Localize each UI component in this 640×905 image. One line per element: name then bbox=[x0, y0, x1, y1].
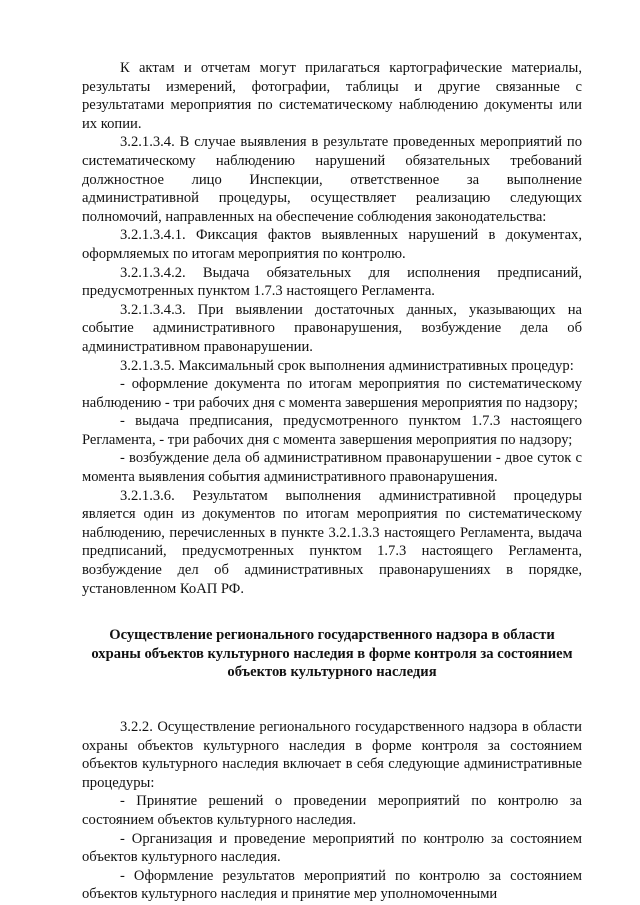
section-heading-line: охраны объектов культурного наследия в форме контроля за состоянием bbox=[91, 645, 573, 662]
list-item-results: - Оформление результатов мероприятий по контролю за состоянием объектов культурного наследия и принятие мер уполномоченными bbox=[82, 867, 582, 903]
list-item-decisions: - Принятие решений о проведении мероприятий по контролю за состоянием объектов культурного наследия. bbox=[82, 793, 582, 828]
paragraph-3-2-1-3-4-3: 3.2.1.3.4.3. При выявлении достаточных данных, указывающих на событие административного правонарушения, возбуждение дела об административном правонарушении. bbox=[82, 301, 582, 355]
paragraph-3-2-1-3-4: 3.2.1.3.4. В случае выявления в результате проведенных мероприятий по систематическому наблюдению нарушений обязательных требований должностное лицо Инспекции, ответственное за выполнение административной процедуры, осуществляет реализацию следующих полномочий, направленных на обеспечение соблюдения законодательства: bbox=[82, 134, 582, 225]
section-heading-line: объектов культурного наследия bbox=[227, 664, 437, 681]
document-body bbox=[82, 59, 582, 904]
list-item-deadline-case: - возбуждение дела об административном правонарушении - двое суток с момента выявления события административного правонарушения. bbox=[82, 450, 582, 486]
list-item-organization: - Организация и проведение мероприятий по контролю за состоянием объектов культурного наследия. bbox=[82, 830, 582, 866]
list-item-deadline-order: - выдача предписания, предусмотренного пунктом 1.7.3 настоящего Регламента, - три рабочих дня с момента завершения мероприятия по надзору; bbox=[82, 413, 582, 448]
section-heading-line: Осуществление регионального государственного надзора в области bbox=[109, 627, 555, 644]
paragraph-attachments: К актам и отчетам могут прилагаться картографические материалы, результаты измерений, фотографии, таблицы и другие связанные с результатами мероприятия по систематическому наблюдению документы или их копии. bbox=[82, 60, 582, 132]
paragraph-3-2-1-3-4-2: 3.2.1.3.4.2. Выдача обязательных для исполнения предписаний, предусмотренных пунктом 1.7.3 настоящего Регламента. bbox=[82, 264, 582, 300]
paragraph-3-2-2: 3.2.2. Осуществление регионального государственного надзора в области охраны объектов культурного наследия в форме контроля за состоянием объектов культурного наследия включает в себя следующие административные процедуры: bbox=[82, 719, 582, 791]
paragraph-3-2-1-3-4-1: 3.2.1.3.4.1. Фиксация фактов выявленных нарушений в документах, оформляемых по итогам мероприятия по контролю. bbox=[82, 227, 582, 262]
paragraph-3-2-1-3-6: 3.2.1.3.6. Результатом выполнения административной процедуры является один из документов по итогам мероприятия по систематическому наблюдению, перечисленных в пункте 3.2.1.3.3 настоящего Регламента, выдача предписаний, предусмотренных пунктом 1.7.3 настоящего Регламента, возбуждение дел об административных правонарушениях в порядке, установленном КоАП РФ. bbox=[82, 487, 582, 597]
list-item-deadline-document: - оформление документа по итогам мероприятия по систематическому наблюдению - три рабочих дня с момента завершения мероприятия по надзору; bbox=[82, 376, 582, 411]
section-heading bbox=[82, 626, 582, 682]
paragraph-3-2-1-3-5: 3.2.1.3.5. Максимальный срок выполнения административных процедур: bbox=[120, 357, 574, 374]
